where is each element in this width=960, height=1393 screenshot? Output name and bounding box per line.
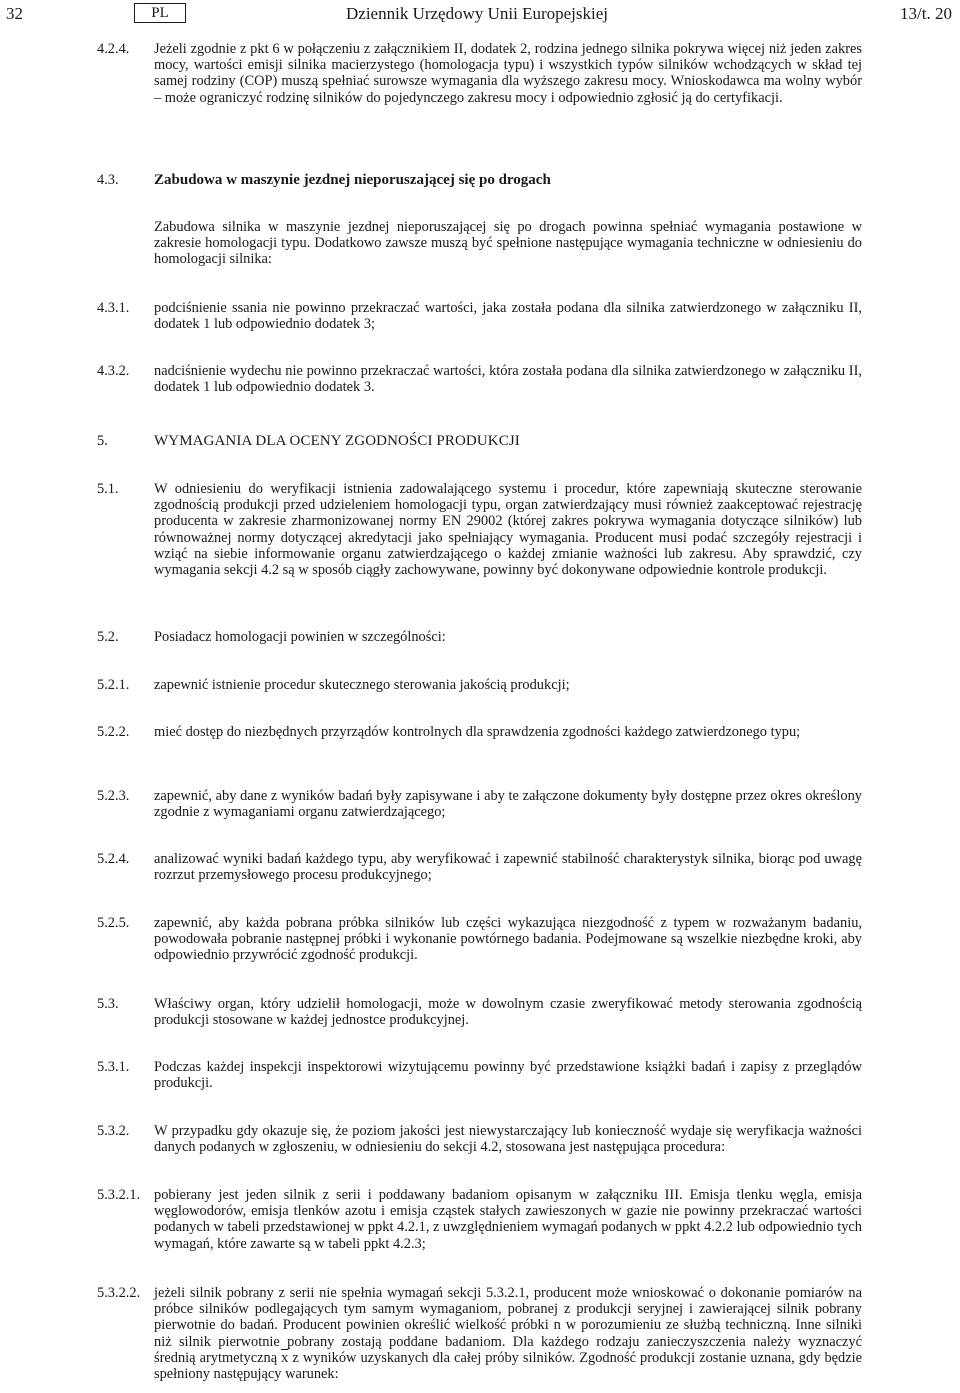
clause-number: 4.3.1. xyxy=(97,300,130,316)
clause-text: zapewnić istnienie procedur skutecznego sterowania jakością produkcji; xyxy=(154,677,570,693)
clause-number: 5.3.1. xyxy=(97,1059,130,1075)
clause-text xyxy=(154,1285,862,1382)
clause-number: 5.3.2.2. xyxy=(97,1285,141,1301)
clause-number: 5.2.3. xyxy=(97,788,130,804)
section-heading: WYMAGANIA DLA OCENY ZGODNOŚCI PRODUKCJI xyxy=(154,433,520,449)
clause-number: 5.2.1. xyxy=(97,677,130,693)
page-header xyxy=(0,2,960,26)
clause-number: 4.3. xyxy=(97,172,119,188)
clause-number: 5.2.2. xyxy=(97,724,130,740)
clause-text: mieć dostęp do niezbędnych przyrządów kontrolnych dla sprawdzenia zgodności każdego zatwierdzonego typu; xyxy=(154,724,801,740)
clause-number: 4.3.2. xyxy=(97,363,130,379)
clause-text: W odniesieniu do weryfikacji istnienia zadowalającego systemu i procedur, które zapewniają skuteczne sterowanie zgodnością produkcji przed udzieleniem homologacji typu, organ zatwierdzający musi również zaakceptować rejestrację producenta w zakresie zharmonizowanej normy EN 29002 (której zakres pokrywa wymagania dotyczące silników) lub równoważnej normy dotyczącej akredytacji jako spełniający wymagania. Producent musi podać szczegóły rejestracji i wziąć na siebie informowanie organu zatwierdzającego o każdej zmianie ważności lub zakresu. Aby sprawdzić, czy wymagania sekcji 4.2 są w sposób ciągły zachowywane, powinny być dokonywane odpowiednie kontrole produkcji. xyxy=(154,481,862,579)
clause-text: zapewnić, aby dane z wyników badań były zapisywane i aby te załączone dokumenty były dostępne przez okres określony zgodnie z wymaganiami organu zatwierdzającego; xyxy=(154,788,862,821)
clause-text: pobierany jest jeden silnik z serii i poddawany badaniom opisanym w załączniku III. Emisja tlenku węgla, emisja węglowodorów, emisja tlenków azotu i emisja cząstek stałych zawieszonych w gazie nie powinny przekraczać wartości podanych w tabeli przedstawionej w ppkt 4.2.1, z uwzględnieniem wymagań podanych w ppkt 4.2.2 lub odpowiednio tych wymagań, które zawarte są w tabeli ppkt 4.2.3; xyxy=(154,1187,862,1252)
clause-number: 5.1. xyxy=(97,481,119,497)
journal-title: Dziennik Urzędowy Unii Europejskiej xyxy=(346,4,609,23)
clause-text: zapewnić, aby każda pobrana próbka silników lub części wykazująca niezgodność z typem w rozważanym badaniu, powodowała pobranie następnej próbki i wykonanie powtórnego badania. Podejmowane są wszelkie niezbędne kroki, aby odpowiednio przywrócić zgodność produkcji. xyxy=(154,915,862,964)
clause-number: 5.2.4. xyxy=(97,851,130,867)
page-number: 32 xyxy=(6,4,23,23)
clause-text: W przypadku gdy okazuje się, że poziom jakości jest niewystarczający lub konieczność wydaje się weryfikacja ważności danych podanych w zgłoszeniu, w odniesieniu do sekcji 4.2, stosowana jest następująca procedura: xyxy=(154,1123,862,1156)
clause-text: analizować wyniki badań każdego typu, aby weryfikować i zapewnić stabilność charakterystyk silnika, biorąc pod uwagę rozrzut przemysłowego procesu produkcyjnego; xyxy=(154,851,862,884)
clause-number: 5.2. xyxy=(97,629,119,645)
clause-number: 5.3.2. xyxy=(97,1123,130,1139)
language-badge: PL xyxy=(134,3,186,23)
clause-text: Posiadacz homologacji powinien w szczególności: xyxy=(154,629,446,645)
clause-text-part: jeżeli silnik pobrany z serii nie spełnia wymagań sekcji 5.3.2.1, producent może wnioskować o dokonanie pomiarów na próbce silników podlegających tym samym wymaganiom, pobranej z produkcji seryjnej i zawierającej silnik pobrany pierwotnie do badań. Producent powinien określić wielkość próbki n w porozumieniu ze służbą techniczną. Inne silniki niż silnik pierwotnie pobrany zostają poddane badaniom. Dla każdego rodzaju zanieczyszczenia należy wyznaczyć średnią arytmetyczną xyxy=(154,1285,862,1366)
clause-text: Podczas każdej inspekcji inspektorowi wizytującemu powinny być przedstawione książki badań i zapisy z przeglądów produkcji. xyxy=(154,1059,862,1092)
clause-text: nadciśnienie wydechu nie powinno przekraczać wartości, która została podana dla silnika zatwierdzonego w załączniku II, dodatek 1 lub odpowiednio dodatek 3. xyxy=(154,363,862,396)
clause-number: 5.3.2.1. xyxy=(97,1187,141,1203)
clause-number: 5.3. xyxy=(97,996,119,1012)
clause-text: Właściwy organ, który udzielił homologacji, może w dowolnym czasie zweryfikować metody sterowania zgodnością produkcji stosowane w każdej jednostce produkcyjnej. xyxy=(154,996,862,1029)
clause-text: podciśnienie ssania nie powinno przekraczać wartości, jaka została podana dla silnika zatwierdzonego w załączniku II, dodatek 1 lub odpowiednio dodatek 3; xyxy=(154,300,862,333)
clause-number: 5.2.5. xyxy=(97,915,130,931)
clause-number: 4.2.4. xyxy=(97,41,130,57)
clause-text-part: z wyników uzyskanych dla całej próby silników. Zgodność produkcji zostanie uznana, gdy będzie spełniony następujący warunek: xyxy=(154,1349,862,1383)
issue-number: 13/t. 20 xyxy=(900,4,952,23)
mean-symbol: $\overline{x}$ xyxy=(281,1349,289,1366)
clause-text: Zabudowa silnika w maszynie jezdnej nieporuszającej się po drogach powinna spełniać wymagania postawione w zakresie homologacji typu. Dodatkowo zawsze muszą być spełnione następujące wymagania techniczne w odniesieniu do homologacji silnika: xyxy=(154,219,862,268)
clause-number: 5. xyxy=(97,433,108,449)
clause-text: Jeżeli zgodnie z pkt 6 w połączeniu z załącznikiem II, dodatek 2, rodzina jednego silnika pokrywa więcej niż jeden zakres mocy, wartości emisji silnika macierzystego (homologacja typu) i wszystkich typów silników wchodzących w skład tej samej rodziny (COP) muszą spełniać surowsze wymagania dla wyższego zakresu mocy. Wnioskodawca ma wolny wybór – może ograniczyć rodzinę silników do pojedynczego zakresu mocy i odpowiednio zgłosić ją do certyfikacji. xyxy=(154,41,862,106)
section-heading: Zabudowa w maszynie jezdnej nieporuszającej się po drogach xyxy=(154,172,551,188)
